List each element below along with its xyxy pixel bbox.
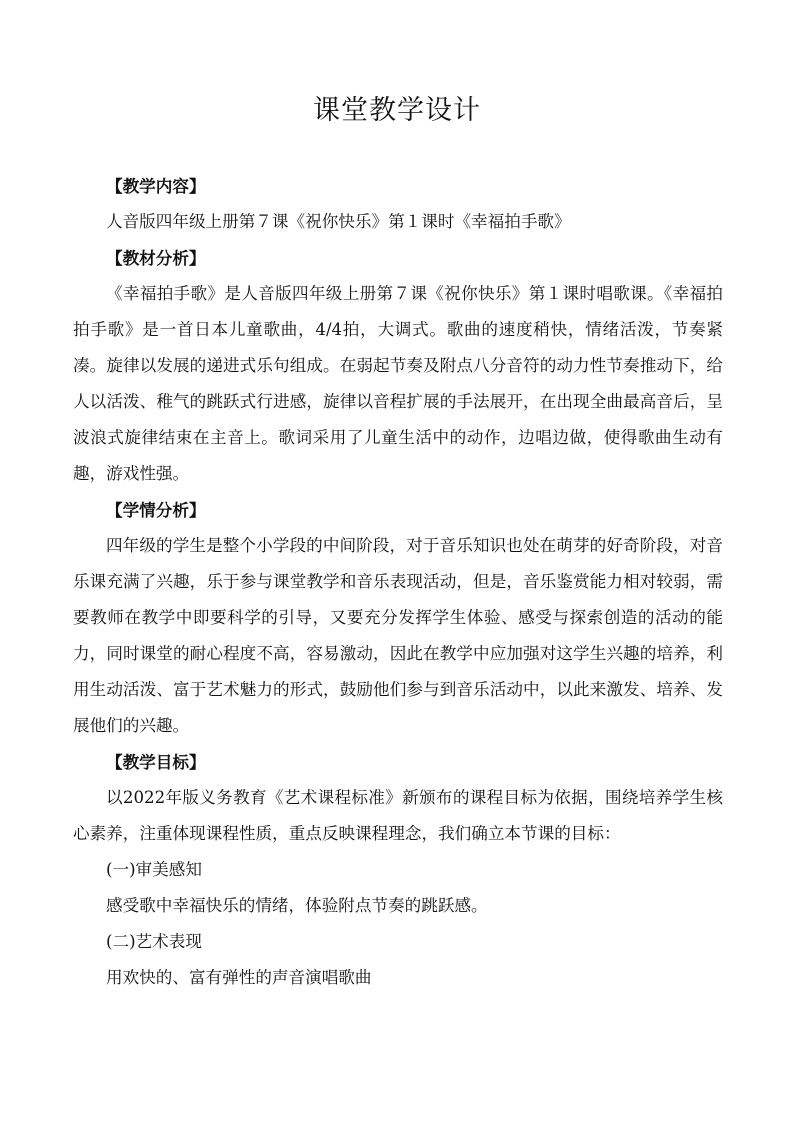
goal-text-performance: 用欢快的、富有弹性的声音演唱歌曲: [106, 968, 372, 987]
section-heading-content: 【教学内容】: [106, 176, 206, 196]
goal-label-performance: (二)艺术表现: [106, 932, 202, 951]
section-heading-goals: 【教学目标】: [106, 752, 206, 772]
section-text-material: 《幸福拍手歌》是人音版四年级上册第７课《祝你快乐》第１课时唱歌课。《幸福拍拍手歌》是一首日本儿童歌曲，4/4拍，大调式。歌曲的速度稍快，情绪活泼，节奏紧凑。旋律以发展的递进式乐句组成。在弱起节奏及附点八分音符的动力性节奏推动下，给人以活泼、稚气的跳跃式行进感，旋律以音程扩展的手法展开，在出现全曲最高音后，呈波浪式旋律结束在主音上。歌词采用了儿童生活中的动作，边唱边做，使得歌曲生动有趣，游戏性强。: [73, 284, 723, 483]
goal-text-aesthetic: 感受歌中幸福快乐的情绪，体验附点节奏的跳跃感。: [106, 896, 488, 915]
section-text-students: 四年级的学生是整个小学段的中间阶段，对于音乐知识也处在萌芽的好奇阶段，对音乐课充满了兴趣，乐于参与课堂教学和音乐表现活动，但是，音乐鉴赏能力相对较弱，需要教师在教学中即要科学的引导，又要充分发挥学生体验、感受与探索创造的活动的能力，同时课堂的耐心程度不高，容易激动，因此在教学中应加强对这学生兴趣的培养，利用生动活泼、富于艺术魅力的形式，鼓励他们参与到音乐活动中，以此来激发、培养、发展他们的兴趣。: [73, 536, 723, 735]
section-text-goals: 以2022年版义务教育《艺术课程标准》新颁布的课程目标为依据，围绕培养学生核心素养，注重体现课程性质，重点反映课程理念，我们确立本节课的目标：: [73, 788, 723, 843]
page-title: 课堂教学设计: [313, 95, 481, 126]
goal-label-aesthetic: (一)审美感知: [106, 860, 202, 879]
section-heading-material: 【教材分析】: [106, 248, 206, 268]
section-text-content: 人音版四年级上册第７课《祝你快乐》第１课时《幸福拍手歌》: [106, 212, 571, 231]
section-heading-students: 【学情分析】: [106, 500, 206, 520]
document-body: [73, 168, 723, 996]
